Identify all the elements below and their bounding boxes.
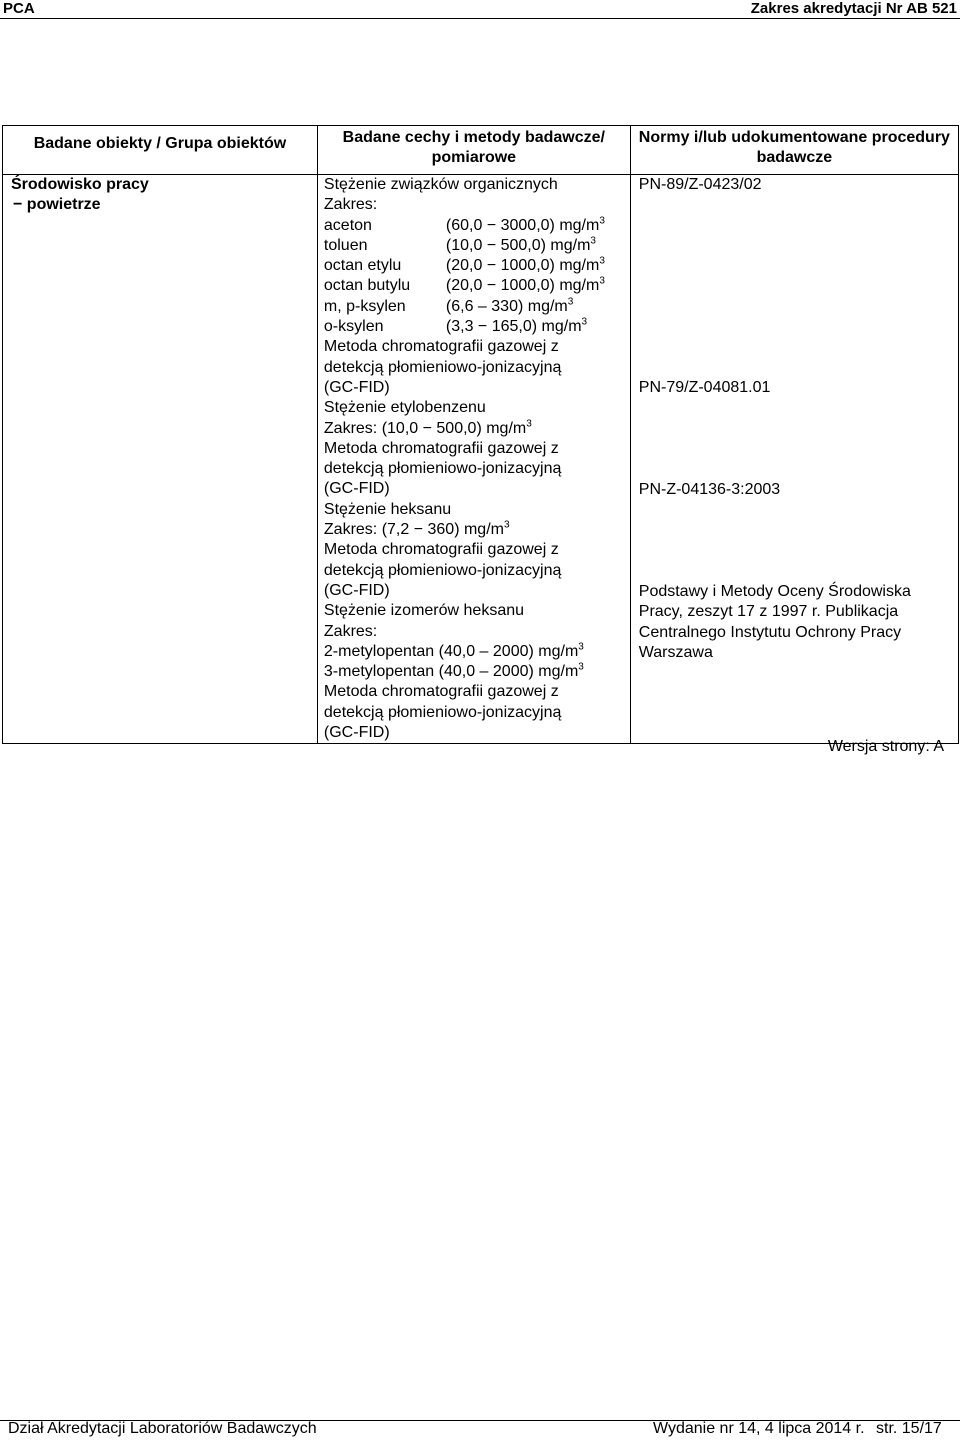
method-line: (GC-FID) xyxy=(323,480,390,498)
item-name: octan butylu xyxy=(323,277,411,295)
col2-header: Badane cechy i metody badawcze/ pomiarowe xyxy=(317,126,630,175)
zakres-line: Zakres: (10,0 − 500,0) $mg/m^3$ xyxy=(323,418,532,437)
norm-block-hexane-isomers xyxy=(639,582,958,663)
list-item xyxy=(324,256,630,276)
method-line: (GC-FID) xyxy=(323,378,390,396)
object-line2: − powietrze xyxy=(13,196,101,214)
method-line: detekcją płomieniowo-jonizacyjną xyxy=(323,561,562,579)
method-line: Metoda chromatografii gazowej z xyxy=(323,439,559,457)
norm-text: Pracy, zeszyt 17 z 1997 r. Publikacja xyxy=(638,603,899,621)
item-name: o-ksylen xyxy=(323,318,384,336)
footer-edition: Wydanie nr 14, 4 lipca 2014 r. xyxy=(653,1420,865,1437)
method-line: (GC-FID) xyxy=(323,724,390,742)
item-name: m, p-ksylen xyxy=(323,297,406,315)
norm-text: Warszawa xyxy=(638,643,713,661)
item-range: (20,0 − 1000,0) $mg/m^3$ xyxy=(445,255,605,275)
method-line: detekcją płomieniowo-jonizacyjną xyxy=(323,460,562,478)
norm-text: Podstawy i Metody Oceny Środowiska xyxy=(638,583,911,600)
table-header-row xyxy=(3,126,959,175)
method-title: Stężenie heksanu xyxy=(323,500,452,518)
item-range: (3,3 − 165,0) $mg/m^3$ xyxy=(445,316,588,336)
method-line: Metoda chromatografii gazowej z xyxy=(323,338,559,356)
zakres-line: Zakres: (7,2 − 360) $mg/m^3$ xyxy=(323,519,510,539)
method-block-organic xyxy=(324,175,630,398)
list-item xyxy=(324,236,630,256)
accreditation-table xyxy=(2,125,959,744)
item-name: octan etylu xyxy=(323,257,402,275)
zakres-label: Zakres: xyxy=(323,196,378,214)
method-block-hexane-isomers xyxy=(324,601,630,743)
item-name: aceton xyxy=(323,216,372,234)
method-block-hexane xyxy=(324,500,630,601)
list-item: 3-metylopentan (40,0 – 2000) $mg/m^3$ xyxy=(323,661,584,681)
norm-block-hexane xyxy=(639,480,958,582)
norm-text: PN-79/Z-04081.01 xyxy=(638,379,771,396)
page-version: Wersja strony: A xyxy=(827,738,944,755)
table-row xyxy=(3,175,959,744)
footer-page-number: str. 15/17 xyxy=(876,1420,942,1437)
method-title: Stężenie związków organicznych xyxy=(323,176,558,193)
method-title: Stężenie etylobenzenu xyxy=(323,399,486,417)
header-right: Zakres akredytacji Nr AB 521 xyxy=(750,0,957,17)
item-range: (6,6 – 330) $mg/m^3$ xyxy=(445,296,574,315)
list-item xyxy=(324,276,630,296)
item-range: (60,0 − 3000,0) $mg/m^3$ xyxy=(445,215,605,234)
header-left: PCA xyxy=(3,0,35,17)
object-line1: Środowisko pracy xyxy=(11,176,149,193)
method-block-ethylbenzene xyxy=(324,398,630,499)
method-line: detekcją płomieniowo-jonizacyjną xyxy=(323,358,562,376)
object-cell xyxy=(3,175,318,744)
page-header xyxy=(0,0,960,17)
list-item xyxy=(324,317,630,337)
col3-header: Normy i/lub udokumentowane procedury badawcze xyxy=(630,126,958,175)
item-name: toluen xyxy=(323,236,368,254)
norm-block-ethylbenzene xyxy=(639,378,958,480)
list-item: 2-metylopentan (40,0 – 2000) $mg/m^3$ xyxy=(323,641,584,660)
method-title: Stężenie izomerów heksanu xyxy=(323,602,525,620)
method-line: Metoda chromatografii gazowej z xyxy=(323,541,559,559)
item-range: (20,0 − 1000,0) $mg/m^3$ xyxy=(445,276,605,295)
header-rule xyxy=(0,18,960,19)
list-item xyxy=(324,216,630,236)
footer-left: Dział Akredytacji Laboratoriów Badawczych xyxy=(8,1420,317,1437)
item-range: (10,0 − 500,0) $mg/m^3$ xyxy=(445,235,596,254)
norm-text: PN-Z-04136-3:2003 xyxy=(638,481,781,498)
norm-text: PN-89/Z-0423/02 xyxy=(638,176,762,193)
method-line: detekcją płomieniowo-jonizacyjną xyxy=(323,703,562,721)
norm-block-organic xyxy=(639,175,958,378)
methods-cell xyxy=(317,175,630,744)
col1-header: Badane obiekty / Grupa obiektów xyxy=(3,126,318,175)
norms-cell xyxy=(630,175,958,744)
list-item xyxy=(324,297,630,317)
norm-text: Centralnego Instytutu Ochrony Pracy xyxy=(638,623,902,641)
method-line: (GC-FID) xyxy=(323,581,390,599)
zakres-label: Zakres: xyxy=(323,622,378,640)
method-line: Metoda chromatografii gazowej z xyxy=(323,683,559,701)
